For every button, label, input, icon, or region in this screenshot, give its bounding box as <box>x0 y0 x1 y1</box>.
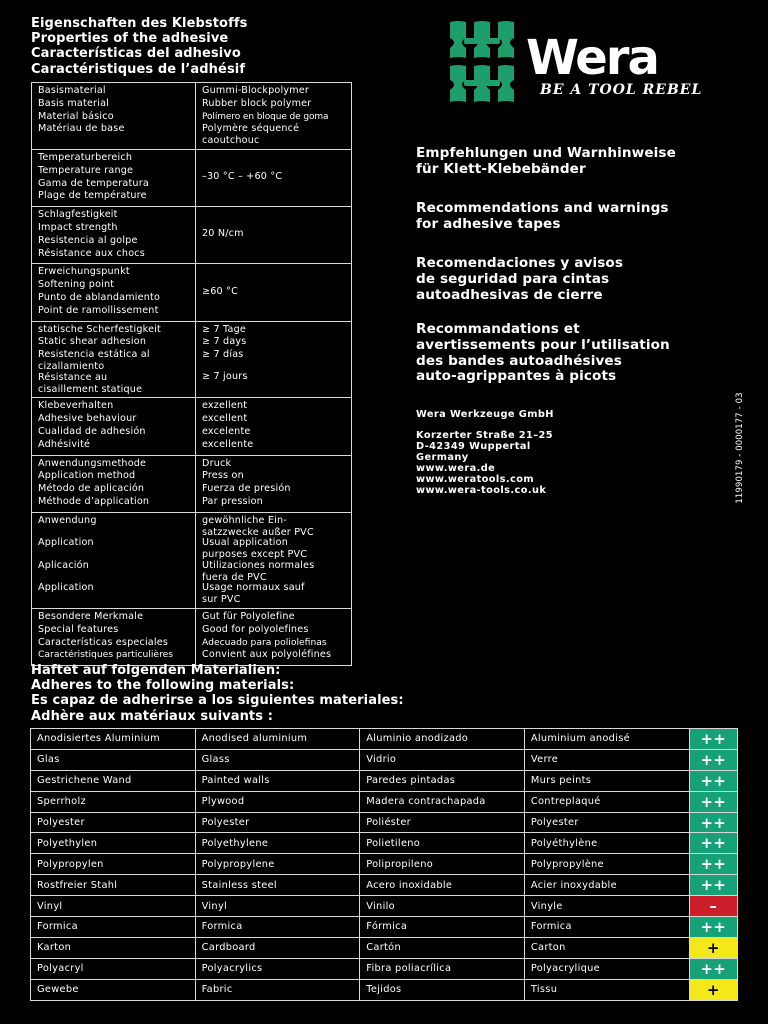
property-value: gewöhnliche Ein- <box>202 514 287 526</box>
property-row-application-method <box>32 455 352 512</box>
material-name-es: Vidrio <box>360 749 525 770</box>
material-name-de: Polypropylen <box>31 854 196 875</box>
property-value: Press on <box>202 470 244 482</box>
property-labels <box>32 512 196 608</box>
document-code-text: 11990179 - 0000177 - 03 <box>735 391 745 504</box>
property-labels <box>32 264 196 321</box>
material-name-es: Tejidos <box>360 979 525 1000</box>
material-name-fr: Formica <box>524 917 689 938</box>
property-values <box>196 321 352 398</box>
heading-line-en: Properties of the adhesive <box>31 31 229 47</box>
material-row <box>31 812 738 833</box>
property-value: ≥ 7 jours <box>202 370 248 382</box>
materials-table <box>30 728 738 1001</box>
material-name-es: Vinilo <box>360 896 525 917</box>
material-name-fr: Aluminium anodisé <box>524 729 689 750</box>
rating-badge: ++ <box>689 833 738 854</box>
property-label: Besondere Merkmale <box>38 611 144 623</box>
website-link[interactable]: www.weratools.com <box>416 474 534 485</box>
property-values <box>196 207 352 264</box>
website-link[interactable]: www.wera-tools.co.uk <box>416 485 547 496</box>
material-name-de: Gestrichene Wand <box>31 770 196 791</box>
document-code <box>734 391 746 504</box>
material-name-es: Fórmica <box>360 917 525 938</box>
heading-line: for adhesive tapes <box>416 215 561 232</box>
website-link[interactable]: www.wera.de <box>416 463 496 474</box>
property-label: Schlagfestigkeit <box>38 209 118 221</box>
property-label: Cualidad de adhesión <box>38 425 146 437</box>
property-labels <box>32 83 196 150</box>
brand-slogan: BE A TOOL REBEL <box>540 82 703 98</box>
property-label: Erweichungspunkt <box>38 266 130 278</box>
recommendations-heading-de <box>416 146 756 178</box>
materials-table-body <box>31 729 738 1001</box>
material-name-en: Glass <box>195 749 360 770</box>
property-label: Résistance au <box>38 371 108 383</box>
property-label: cisaillement statique <box>38 383 143 395</box>
material-name-de: Glas <box>31 749 196 770</box>
material-name-en: Polyester <box>195 812 360 833</box>
property-label: Résistance aux chocs <box>38 247 145 259</box>
heading-line-en: Adheres to the following materials: <box>31 678 295 694</box>
material-name-es: Acero inoxidable <box>360 875 525 896</box>
property-labels <box>32 321 196 398</box>
company-address <box>416 409 554 496</box>
material-name-es: Cartón <box>360 937 525 958</box>
property-value: fuera de PVC <box>202 571 267 583</box>
property-label: Klebeverhalten <box>38 400 114 412</box>
material-name-fr: Contreplaqué <box>524 791 689 812</box>
property-value: excellente <box>202 438 254 450</box>
material-name-en: Polyethylene <box>195 833 360 854</box>
property-label: Características especiales <box>38 636 169 648</box>
property-row-adhesive-behaviour <box>32 398 352 455</box>
property-row-special-features <box>32 609 352 666</box>
rating-badge: ++ <box>689 812 738 833</box>
adheres-heading <box>31 663 404 724</box>
material-row <box>31 937 738 958</box>
property-value: Fuerza de presión <box>202 483 291 495</box>
rating-badge: – <box>689 896 738 917</box>
recommendations-heading-fr <box>416 322 756 385</box>
material-name-es: Fibra poliacrílica <box>360 958 525 979</box>
property-value: excelente <box>202 425 251 437</box>
rating-badge: ++ <box>689 749 738 770</box>
material-name-en: Formica <box>195 917 360 938</box>
material-name-es: Polipropileno <box>360 854 525 875</box>
material-row <box>31 749 738 770</box>
property-label: Méthode d’application <box>38 495 150 507</box>
material-name-en: Stainless steel <box>195 875 360 896</box>
property-value: Convient aux polyoléfines <box>202 649 332 661</box>
material-name-de: Gewebe <box>31 979 196 1000</box>
material-name-es: Madera contrachapada <box>360 791 525 812</box>
heading-line: des bandes autoadhésives <box>416 352 622 369</box>
property-label: statische Scherfestigkeit <box>38 323 162 335</box>
heading-line-es: Características del adhesivo <box>31 46 241 62</box>
material-name-en: Vinyl <box>195 896 360 917</box>
property-value: ≥ 7 días <box>202 349 244 361</box>
property-row-shear <box>32 321 352 398</box>
material-row <box>31 979 738 1000</box>
property-value: excellent <box>202 413 248 425</box>
rating-badge: + <box>689 937 738 958</box>
material-name-es: Paredes pintadas <box>360 770 525 791</box>
property-label: Basis material <box>38 97 110 109</box>
material-name-fr: Polypropylène <box>524 854 689 875</box>
rating-badge: ++ <box>689 770 738 791</box>
property-value: Polymère séquencé <box>202 123 300 135</box>
material-name-en: Polyacrylics <box>195 958 360 979</box>
property-label: Adhesive behaviour <box>38 413 137 425</box>
heading-line-fr: Caractéristiques de l’adhésif <box>31 61 246 77</box>
heading-line: avertissements pour l’utilisation <box>416 336 670 353</box>
properties-heading <box>31 16 391 77</box>
material-name-de: Formica <box>31 917 196 938</box>
property-value: purposes except PVC <box>202 549 308 561</box>
material-name-en: Plywood <box>195 791 360 812</box>
rating-badge: ++ <box>689 917 738 938</box>
property-value: Usual application <box>202 537 289 549</box>
material-name-fr: Polyester <box>524 812 689 833</box>
property-values <box>196 512 352 608</box>
heading-line-de: Haftet auf folgenden Materialien: <box>31 663 281 678</box>
property-label: Special features <box>38 623 119 635</box>
material-name-en: Anodised aluminium <box>195 729 360 750</box>
material-row <box>31 917 738 938</box>
property-labels <box>32 609 196 666</box>
property-row-softening <box>32 264 352 321</box>
property-label: Static shear adhesion <box>38 336 147 348</box>
properties-table <box>31 82 352 666</box>
property-label: Application <box>38 537 94 549</box>
property-label: Caractéristiques particulières <box>38 649 174 661</box>
property-value: Gut für Polyolefine <box>202 611 295 623</box>
material-name-es: Aluminio anodizado <box>360 729 525 750</box>
property-value: Par pression <box>202 495 263 507</box>
property-label: Gama de temperatura <box>38 177 149 189</box>
property-value: Gummi-Blockpolymer <box>202 85 310 96</box>
property-label: Adhésivité <box>38 438 91 450</box>
material-name-fr: Carton <box>524 937 689 958</box>
material-name-fr: Acier inoxydable <box>524 875 689 896</box>
property-label: Anwendungsmethode <box>38 457 147 469</box>
address-line: Korzerter Straße 21–25 <box>416 430 553 441</box>
heading-line: Recommendations and warnings <box>416 200 669 216</box>
property-label: Temperature range <box>38 164 134 176</box>
property-value: satzzwecke außer PVC <box>202 526 314 538</box>
material-name-en: Fabric <box>195 979 360 1000</box>
rating-badge: ++ <box>689 958 738 979</box>
property-row-base-material <box>32 83 352 150</box>
material-name-fr: Vinyle <box>524 896 689 917</box>
property-labels <box>32 398 196 455</box>
heading-line: auto-agrippantes à picots <box>416 368 617 385</box>
material-name-fr: Murs peints <box>524 770 689 791</box>
property-values <box>196 398 352 455</box>
material-name-fr: Polyacrylique <box>524 958 689 979</box>
property-value: Rubber block polymer <box>202 97 312 109</box>
material-row <box>31 833 738 854</box>
heading-line-es: Es capaz de adherirse a los siguientes materiales: <box>31 693 404 709</box>
wera-emblem-icon <box>444 18 524 108</box>
heading-line: Recommandations et <box>416 321 580 337</box>
heading-line-de: Eigenschaften des Klebstoffs <box>31 16 248 31</box>
property-label: Impact strength <box>38 221 118 233</box>
property-label: Application method <box>38 470 136 482</box>
property-labels <box>32 207 196 264</box>
material-row <box>31 854 738 875</box>
property-value: ≥ 7 days <box>202 336 247 348</box>
material-name-de: Rostfreier Stahl <box>31 875 196 896</box>
rating-badge: ++ <box>689 875 738 896</box>
material-name-de: Anodisiertes Aluminium <box>31 729 196 750</box>
property-label: Application <box>38 582 94 594</box>
material-name-de: Polyester <box>31 812 196 833</box>
company-name: Wera Werkzeuge GmbH <box>416 409 554 420</box>
property-value: Polímero en bloque de goma <box>202 111 329 122</box>
property-labels <box>32 455 196 512</box>
recommendations-heading-es <box>416 256 756 303</box>
property-value: –30 °C – +60 °C <box>202 171 283 183</box>
rating-badge: + <box>689 979 738 1000</box>
property-row-application <box>32 512 352 608</box>
material-name-en: Cardboard <box>195 937 360 958</box>
property-value: 20 N/cm <box>202 228 244 240</box>
property-value: Druck <box>202 457 232 469</box>
property-value: ≥ 7 Tage <box>202 323 246 335</box>
material-name-de: Sperrholz <box>31 791 196 812</box>
material-name-en: Painted walls <box>195 770 360 791</box>
rating-badge: ++ <box>689 729 738 750</box>
material-name-en: Polypropylene <box>195 854 360 875</box>
property-label: Point de ramollissement <box>38 304 159 316</box>
property-values <box>196 455 352 512</box>
property-value: sur PVC <box>202 594 241 606</box>
property-labels <box>32 149 196 206</box>
material-name-fr: Verre <box>524 749 689 770</box>
heading-line: Empfehlungen und Warnhinweise <box>416 145 676 161</box>
property-label: Resistencia al golpe <box>38 234 138 246</box>
property-value: caoutchouc <box>202 135 260 147</box>
property-values <box>196 83 352 150</box>
brand-name: Wera <box>526 30 658 86</box>
property-values <box>196 149 352 206</box>
property-label: Anwendung <box>38 514 97 526</box>
material-name-es: Poliéster <box>360 812 525 833</box>
property-label: Aplicación <box>38 559 90 571</box>
heading-line: Recomendaciones y avisos <box>416 255 624 271</box>
property-label: Método de aplicación <box>38 483 145 495</box>
property-row-impact <box>32 207 352 264</box>
material-name-fr: Polyéthylène <box>524 833 689 854</box>
property-value: exzellent <box>202 400 248 412</box>
material-name-de: Polyethylen <box>31 833 196 854</box>
property-label: Basismaterial <box>38 85 106 96</box>
property-label: Temperaturbereich <box>38 151 133 163</box>
property-value: Usage normaux sauf <box>202 582 305 594</box>
property-row-temperature <box>32 149 352 206</box>
address-line: Germany <box>416 452 469 463</box>
material-name-de: Vinyl <box>31 896 196 917</box>
material-row <box>31 770 738 791</box>
material-name-fr: Tissu <box>524 979 689 1000</box>
property-value: Adecuado para poliolefinas <box>202 636 327 648</box>
heading-line: für Klett-Klebebänder <box>416 160 586 177</box>
heading-line-fr: Adhère aux matériaux suivants : <box>31 708 274 724</box>
property-label: Resistencia estática al <box>38 349 150 361</box>
property-label: Punto de ablandamiento <box>38 291 161 303</box>
material-row <box>31 875 738 896</box>
heading-line: de seguridad para cintas <box>416 270 610 287</box>
material-name-es: Polietileno <box>360 833 525 854</box>
material-row <box>31 896 738 917</box>
property-label: Plage de température <box>38 190 147 202</box>
material-name-de: Polyacryl <box>31 958 196 979</box>
heading-line: autoadhesivas de cierre <box>416 286 603 303</box>
property-values <box>196 264 352 321</box>
property-label: Softening point <box>38 279 115 291</box>
material-row <box>31 729 738 750</box>
recommendations-heading-en <box>416 201 756 233</box>
rating-badge: ++ <box>689 791 738 812</box>
property-label: cizallamiento <box>38 360 105 372</box>
material-row <box>31 958 738 979</box>
property-values <box>196 609 352 666</box>
property-label: Material básico <box>38 110 114 122</box>
address-line: D-42349 Wuppertal <box>416 441 531 452</box>
rating-badge: ++ <box>689 854 738 875</box>
property-label: Matériau de base <box>38 123 125 135</box>
material-row <box>31 791 738 812</box>
property-value: Good for polyolefines <box>202 623 309 635</box>
property-value: Utilizaciones normales <box>202 559 315 571</box>
material-name-de: Karton <box>31 937 196 958</box>
property-value: ≥60 °C <box>202 285 238 297</box>
